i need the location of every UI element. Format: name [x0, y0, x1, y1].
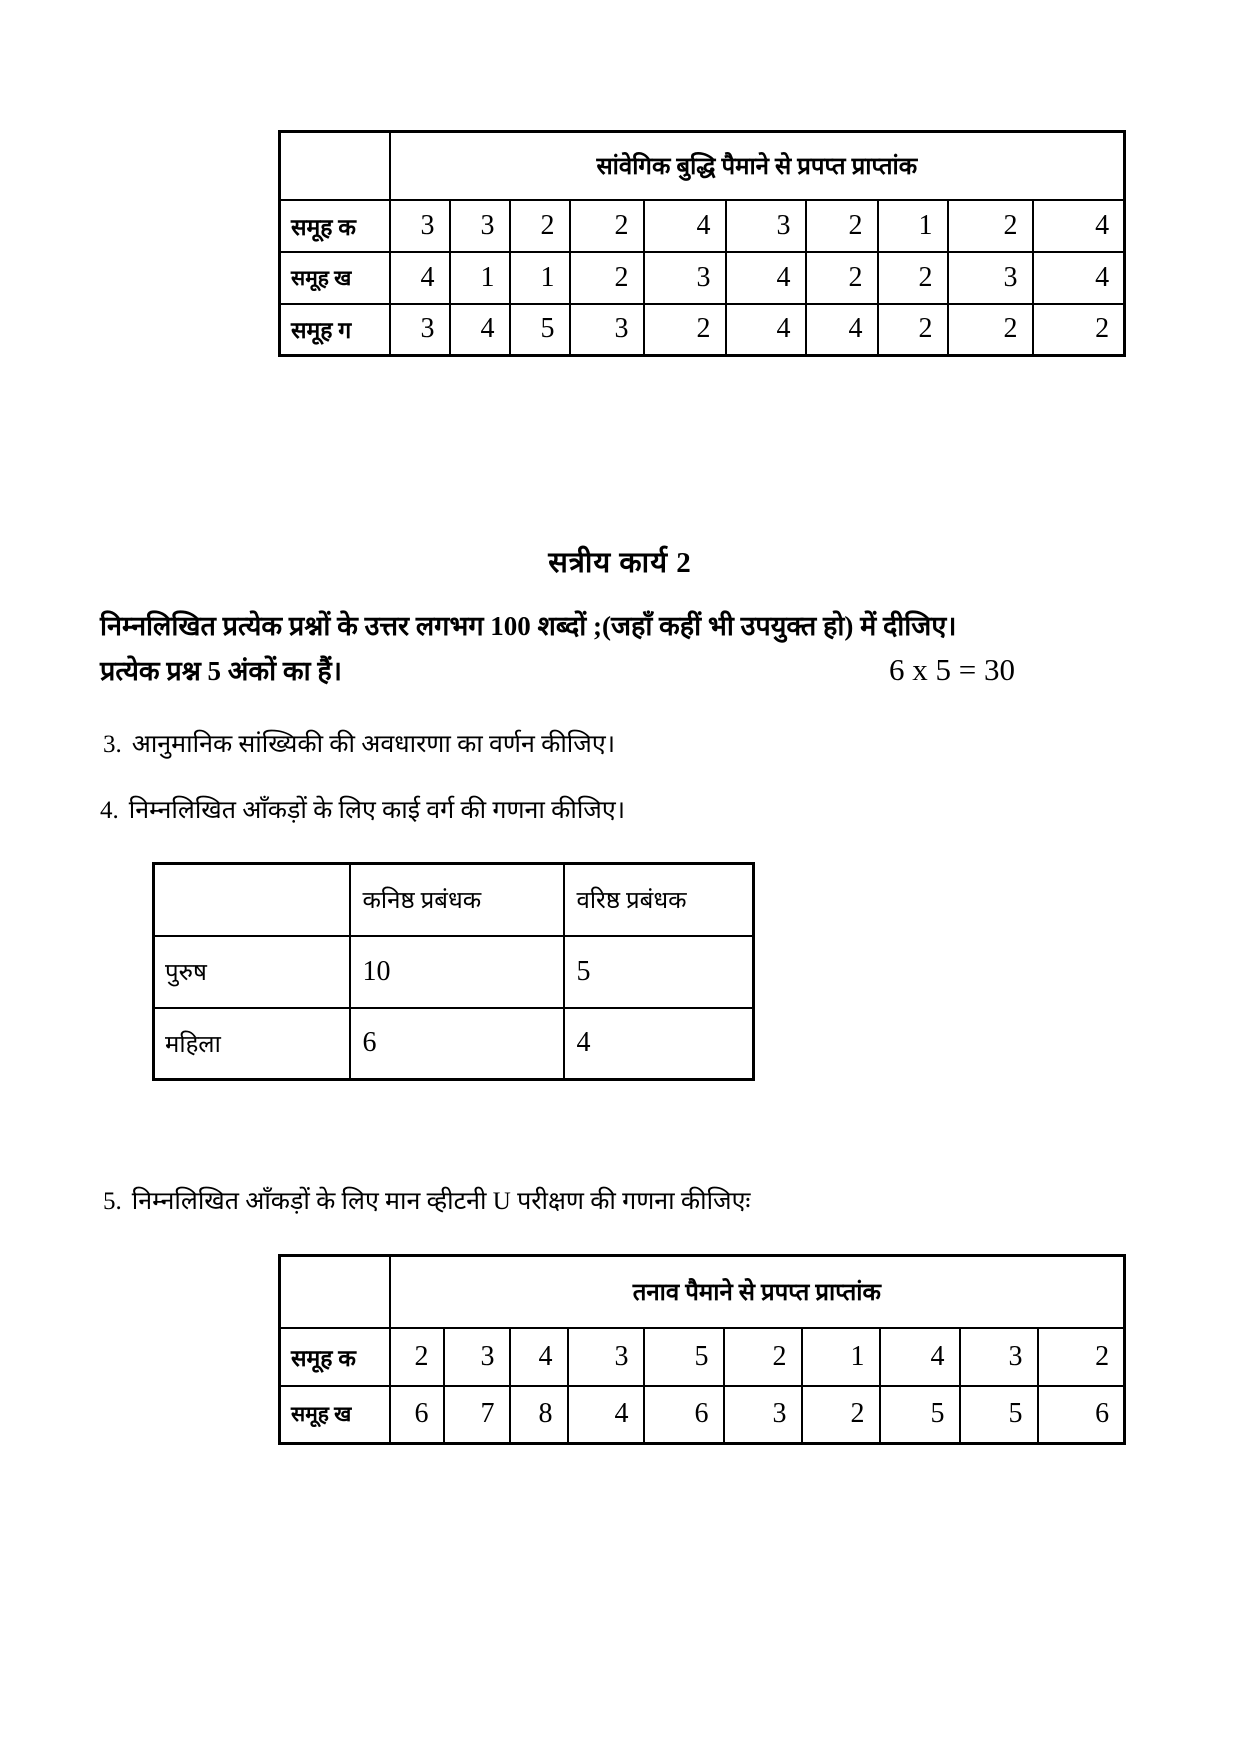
- score-cell: 5: [510, 304, 570, 356]
- score-cell: 6: [644, 1386, 724, 1444]
- chi-square-data-table: [152, 862, 755, 1081]
- score-cell: 8: [510, 1386, 568, 1444]
- score-cell: 2: [644, 304, 726, 356]
- stress-scale-scores-table: [278, 1254, 1126, 1445]
- instruction-line-2: प्रत्येक प्रश्न 5 अंकों का हैं।: [100, 656, 342, 686]
- score-cell: 2: [570, 252, 644, 304]
- empty-corner-cell: [154, 864, 350, 936]
- table3-header: तनाव पैमाने से प्रपप्त प्राप्तांक: [390, 1256, 1125, 1328]
- table-row: [280, 1328, 1125, 1386]
- score-cell: 4: [644, 200, 726, 252]
- score-cell: 5: [960, 1386, 1038, 1444]
- table-header-row: [154, 864, 754, 936]
- count-cell: 6: [350, 1008, 564, 1080]
- row-label-male: पुरुष: [154, 936, 350, 1008]
- score-cell: 2: [878, 252, 948, 304]
- question-3-text: आनुमानिक सांख्यिकी की अवधारणा का वर्णन कीजिए।: [131, 731, 616, 758]
- row-label-female: महिला: [154, 1008, 350, 1080]
- count-cell: 5: [564, 936, 754, 1008]
- score-cell: 1: [878, 200, 948, 252]
- table-row: [280, 252, 1125, 304]
- score-cell: 2: [878, 304, 948, 356]
- count-cell: 4: [564, 1008, 754, 1080]
- table-row: [154, 936, 754, 1008]
- score-cell: 2: [724, 1328, 802, 1386]
- score-cell: 3: [390, 304, 450, 356]
- table-row: [280, 200, 1125, 252]
- row-label-group-ga: समूह ग: [280, 304, 390, 356]
- score-cell: 1: [450, 252, 510, 304]
- score-cell: 4: [510, 1328, 568, 1386]
- score-cell: 1: [510, 252, 570, 304]
- score-cell: 3: [570, 304, 644, 356]
- table-row: [280, 1386, 1125, 1444]
- question-5-number: 5.: [103, 1188, 122, 1215]
- question-5-text: निम्नलिखित आँकड़ों के लिए मान व्हीटनी U परीक्षण की गणना कीजिएः: [131, 1188, 751, 1215]
- score-cell: 5: [880, 1386, 960, 1444]
- question-4: [100, 792, 625, 826]
- score-cell: 4: [1033, 252, 1125, 304]
- score-cell: 4: [806, 304, 878, 356]
- question-5: [103, 1183, 750, 1217]
- score-cell: 6: [1038, 1386, 1125, 1444]
- score-cell: 1: [802, 1328, 880, 1386]
- row-label-group-ka: समूह क: [280, 1328, 390, 1386]
- question-4-text: निम्नलिखित आँकड़ों के लिए काई वर्ग की गणना कीजिए।: [128, 797, 626, 824]
- score-cell: 4: [1033, 200, 1125, 252]
- score-cell: 3: [390, 200, 450, 252]
- score-cell: 2: [510, 200, 570, 252]
- emotional-intelligence-scores-table: [278, 130, 1126, 357]
- table-header-row: [280, 1256, 1125, 1328]
- section-heading: सत्रीय कार्य 2: [548, 547, 692, 579]
- table-row: [280, 304, 1125, 356]
- table1-header: सांवेगिक बुद्धि पैमाने से प्रपप्त प्राप्तांक: [390, 132, 1125, 200]
- col-header-junior-manager: कनिष्ठ प्रबंधक: [350, 864, 564, 936]
- score-cell: 3: [644, 252, 726, 304]
- score-cell: 2: [390, 1328, 444, 1386]
- score-cell: 4: [568, 1386, 644, 1444]
- score-cell: 3: [948, 252, 1033, 304]
- score-cell: 4: [726, 304, 806, 356]
- marks-scheme: 6 x 5 = 30: [889, 652, 1015, 687]
- score-cell: 4: [880, 1328, 960, 1386]
- score-cell: 3: [724, 1386, 802, 1444]
- question-4-number: 4.: [100, 797, 119, 824]
- question-3-number: 3.: [103, 731, 122, 758]
- score-cell: 3: [726, 200, 806, 252]
- score-cell: 3: [450, 200, 510, 252]
- score-cell: 4: [390, 252, 450, 304]
- col-header-senior-manager: वरिष्ठ प्रबंधक: [564, 864, 754, 936]
- score-cell: 6: [390, 1386, 444, 1444]
- count-cell: 10: [350, 936, 564, 1008]
- score-cell: 3: [444, 1328, 510, 1386]
- score-cell: 2: [1033, 304, 1125, 356]
- row-label-group-kha: समूह ख: [280, 1386, 390, 1444]
- score-cell: 2: [802, 1386, 880, 1444]
- score-cell: 4: [726, 252, 806, 304]
- score-cell: 2: [806, 252, 878, 304]
- score-cell: 3: [568, 1328, 644, 1386]
- score-cell: 2: [948, 304, 1033, 356]
- score-cell: 3: [960, 1328, 1038, 1386]
- row-label-group-kha: समूह ख: [280, 252, 390, 304]
- row-label-group-ka: समूह क: [280, 200, 390, 252]
- score-cell: 2: [806, 200, 878, 252]
- instruction-paragraph: [100, 604, 1145, 693]
- score-cell: 5: [644, 1328, 724, 1386]
- score-cell: 4: [450, 304, 510, 356]
- question-3: [103, 726, 615, 760]
- table-header-row: [280, 132, 1125, 200]
- score-cell: 2: [570, 200, 644, 252]
- score-cell: 2: [948, 200, 1033, 252]
- empty-corner-cell: [280, 1256, 390, 1328]
- score-cell: 7: [444, 1386, 510, 1444]
- score-cell: 2: [1038, 1328, 1125, 1386]
- instruction-line-1: निम्नलिखित प्रत्येक प्रश्नों के उत्तर लगभग 100 शब्दों ;(जहाँ कहीं भी उपयुक्त हो) में दीजिए।: [100, 611, 957, 641]
- table-row: [154, 1008, 754, 1080]
- empty-corner-cell: [280, 132, 390, 200]
